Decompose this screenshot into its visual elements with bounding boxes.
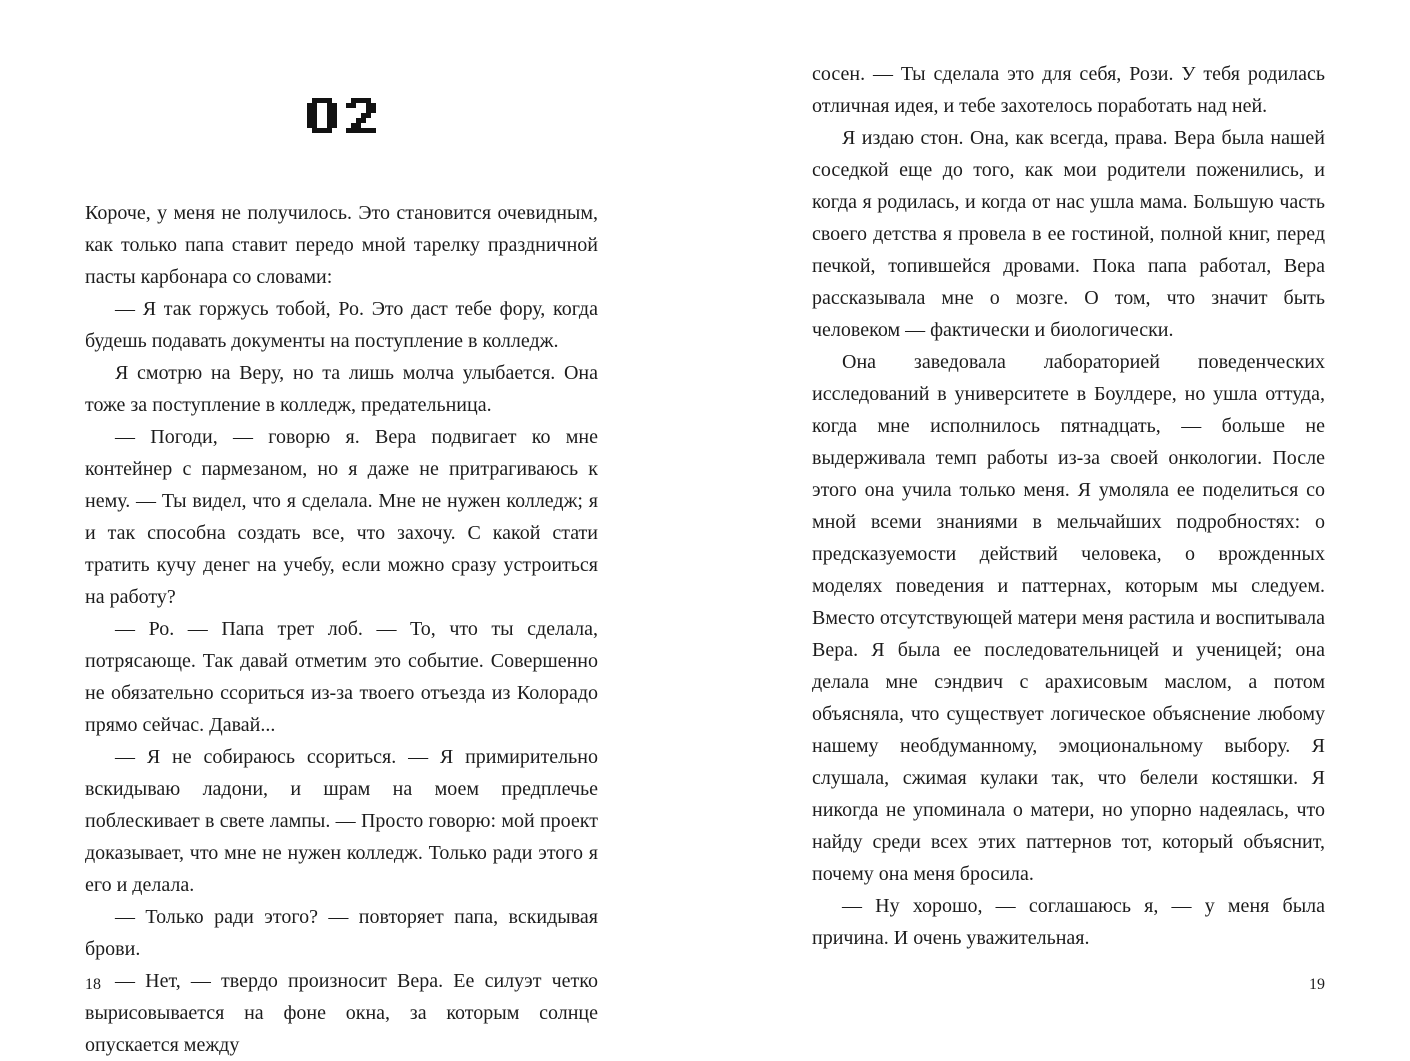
paragraph: Она заведовала лабораторией поведенческих исследований в университете в Боулдере, но ушла оттуда, когда мне исполнилось пятнадцать, — больше не выдерживала темп работы из-за своей онкологии. После этого она учила только меня. Я умоляла ее поделиться со мной всеми знаниями в мельчайших подробностях: о предсказуемости действий человека, о врожденных моделях поведения и паттернах, которым мы следуем. Вместо отсутствующей матери меня растила и воспитывала Вера. Я была ее последовательницей и ученицей; она делала мне сэндвич с арахисовым маслом, а потом объясняла, что существует логическое объяснение любому нашему необдуманному, эмоциональному выбору. Я слушала, сжимая кулаки так, что белели костяшки. Я никогда не упоминала о матери, но упорно надеялась, что найду среди всех этих паттернов тот, который объяснит, почему она меня бросила. <box>812 351 1325 885</box>
paragraph: — Ну хорошо, — соглашаюсь я, — у меня была причина. И очень уважительная. <box>812 895 1325 949</box>
left-page-text <box>85 197 598 1061</box>
paragraph: — Я так горжусь тобой, Ро. Это даст тебе фору, когда будешь подавать документы на поступление в колледж. <box>85 298 598 352</box>
page-number-left: 18 <box>85 976 101 993</box>
page-right <box>812 0 1325 1050</box>
right-page-text <box>812 58 1325 954</box>
paragraph: — Только ради этого? — повторяет папа, вскидывая брови. <box>85 906 598 960</box>
paragraph: Я смотрю на Веру, но та лишь молча улыбается. Она тоже за поступление в колледж, предательница. <box>85 362 598 416</box>
paragraph: сосен. — Ты сделала это для себя, Рози. У тебя родилась отличная идея, и тебе захотелось поработать над ней. <box>812 63 1325 117</box>
paragraph: — Нет, — твердо произносит Вера. Ее силуэт четко вырисовывается на фоне окна, за которым солнце опускается между <box>85 970 598 1056</box>
paragraph: — Погоди, — говорю я. Вера подвигает ко мне контейнер с пармезаном, но я даже не притрагиваюсь к нему. — Ты видел, что я сделала. Мне не нужен колледж; я и так способна создать все, что захочу. С какой стати тратить кучу денег на учебу, если можно сразу устроиться на работу? <box>85 426 598 608</box>
paragraph: Я издаю стон. Она, как всегда, права. Вера была нашей соседкой еще до того, как мои родители поженились, и когда я родилась, и когда от нас ушла мама. Большую часть своего детства я провела в ее гостиной, полной книг, перед печкой, топившейся дровами. Пока папа работал, Вера рассказывала мне о мозге. О том, что значит быть человеком — фактически и биологически. <box>812 127 1325 341</box>
paragraph: Короче, у меня не получилось. Это становится очевидным, как только папа ставит передо мной тарелку праздничной пасты карбонара со словами: <box>85 202 598 288</box>
chapter-heading <box>85 98 598 133</box>
page-number-right: 19 <box>1309 976 1325 993</box>
chapter-number <box>307 98 376 133</box>
paragraph: — Я не собираюсь ссориться. — Я примирительно вскидываю ладони, и шрам на моем предплечье поблескивает в свете лампы. — Просто говорю: мой проект доказывает, что мне не нужен колледж. Только ради этого я его и делала. <box>85 746 598 896</box>
page-left <box>85 0 598 1056</box>
paragraph: — Ро. — Папа трет лоб. — То, что ты сделала, потрясающе. Так давай отметим это событие. Совершенно не обязательно ссориться из-за твоего отъезда из Колорадо прямо сейчас. Давай... <box>85 618 598 736</box>
